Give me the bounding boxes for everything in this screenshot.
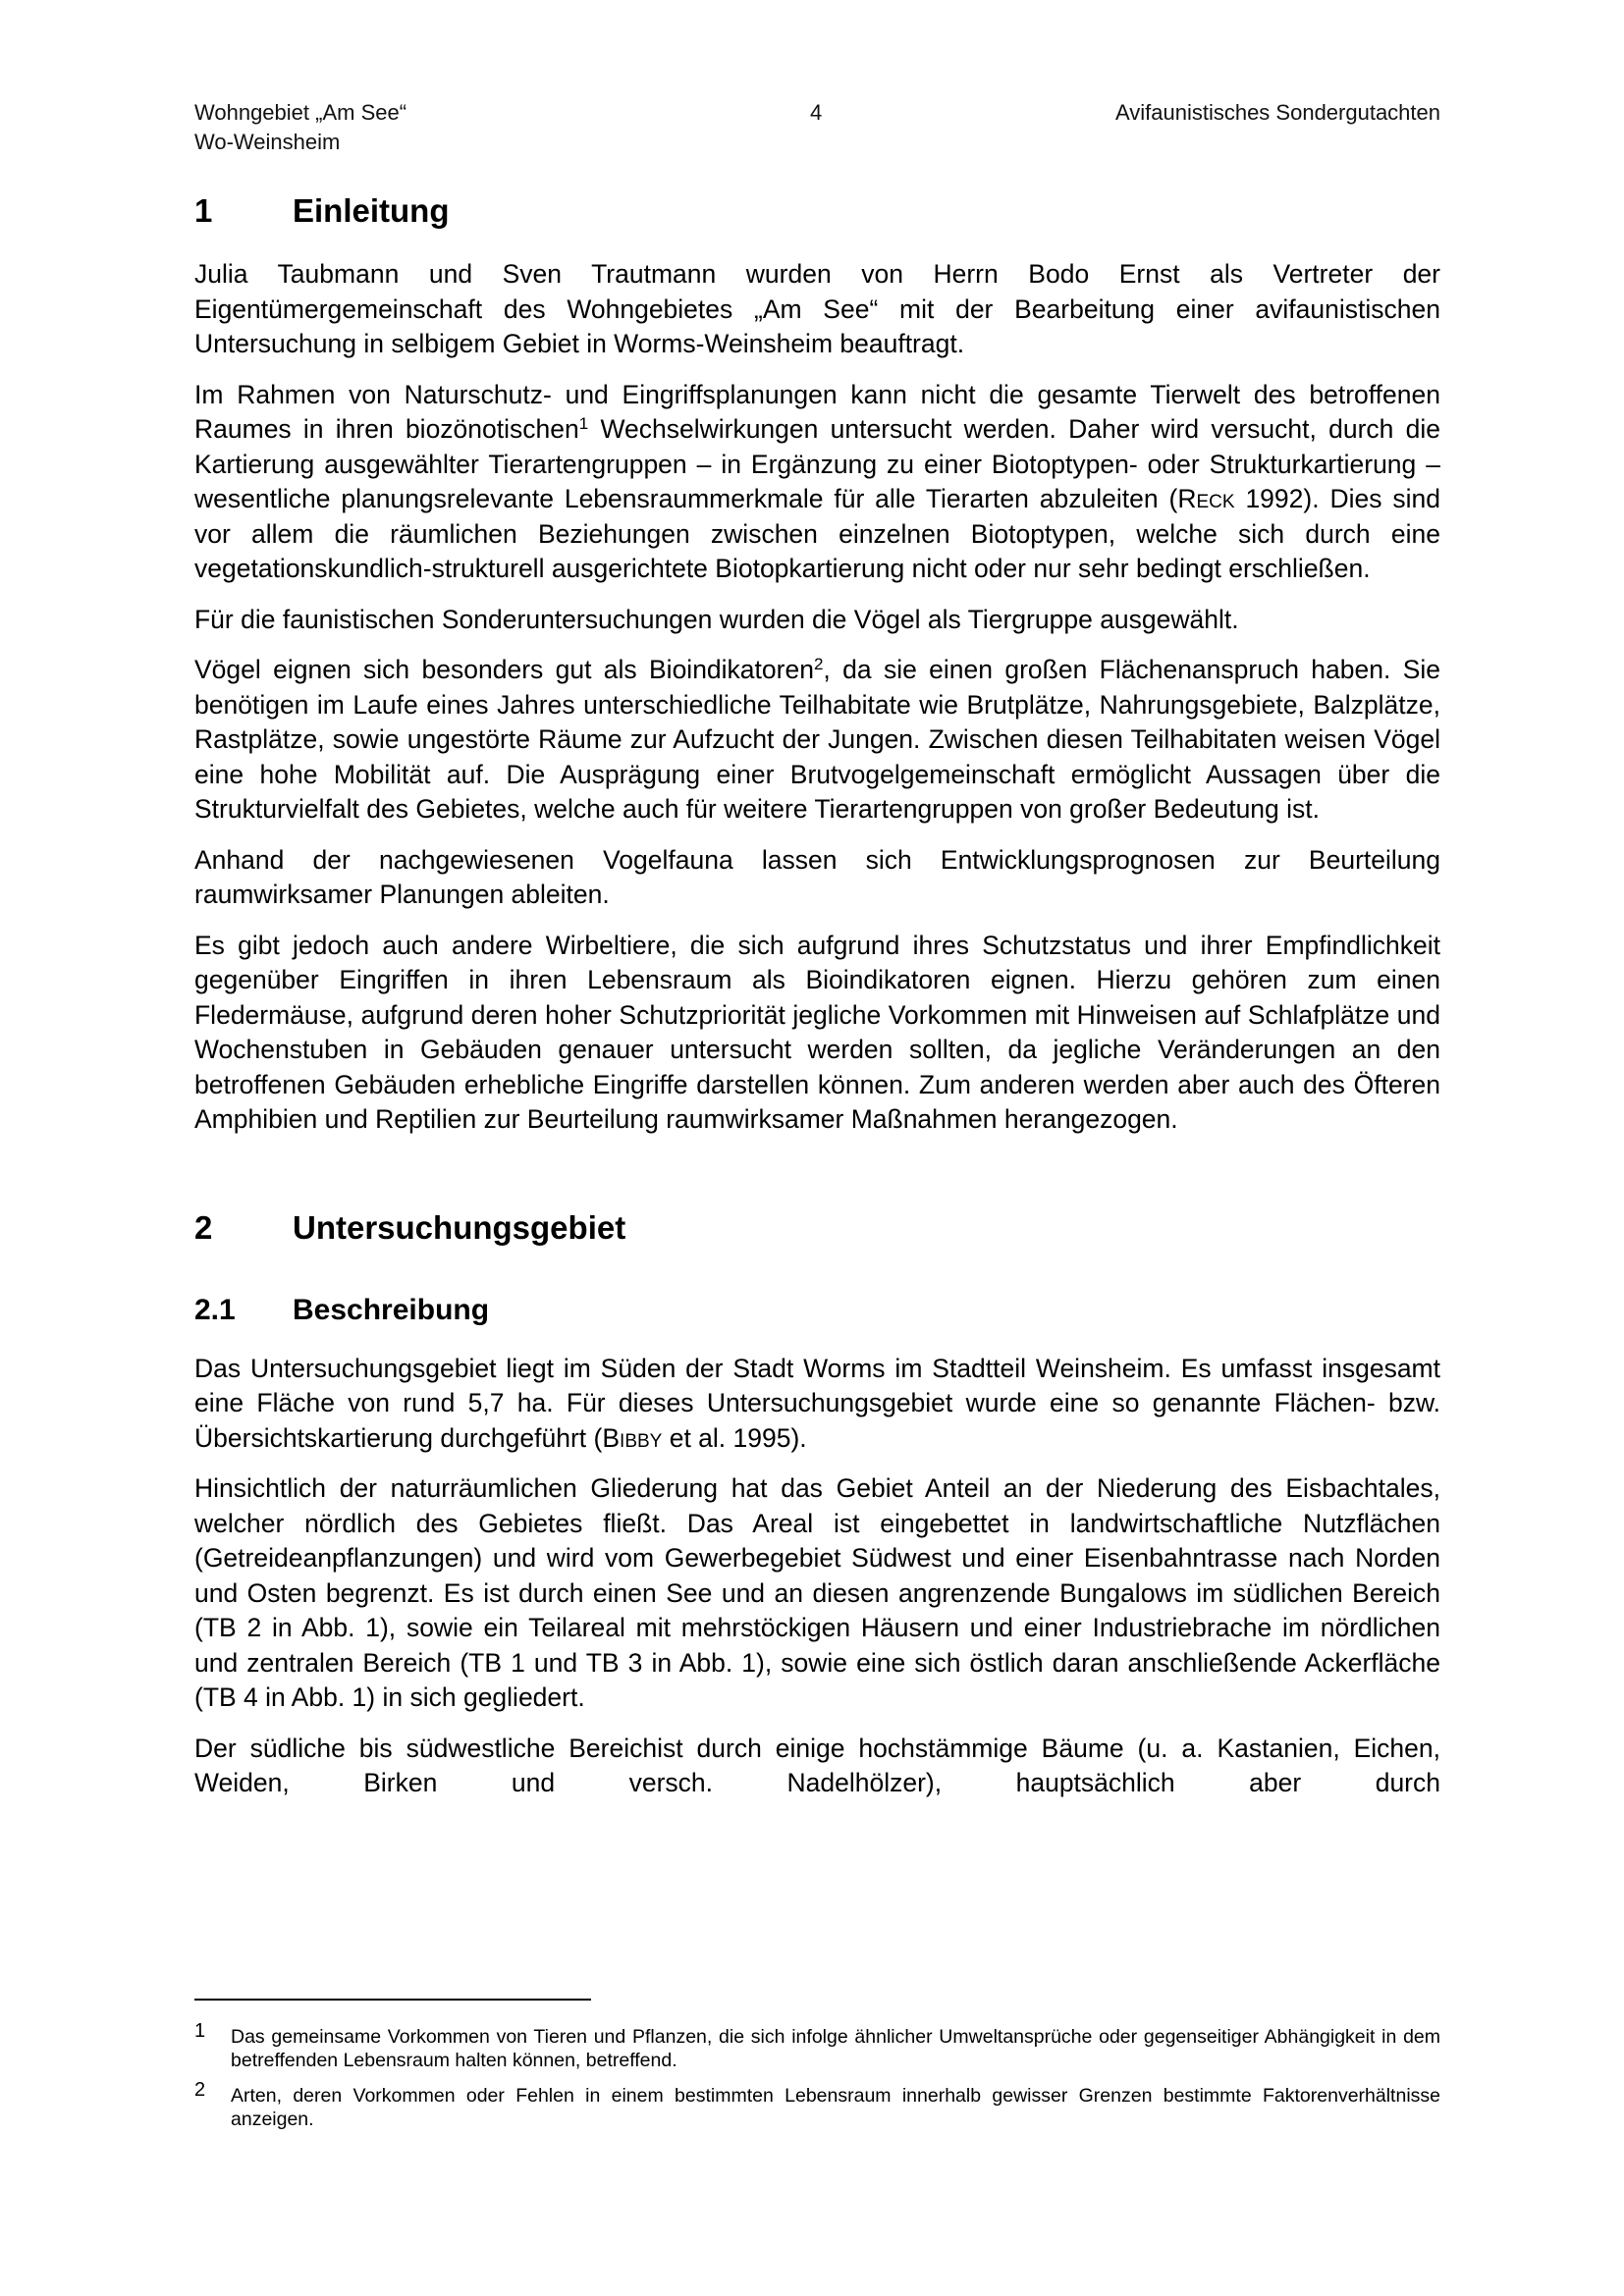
footnote-text: Das gemeinsame Vorkommen von Tieren und Pflanzen, die sich infolge ähnlicher Umweltansprüche oder gegenseitiger Abhängigkeit in dem betreffenden Lebensraum halten können, betreffend.	[231, 2026, 1440, 2071]
paragraph-text: Im Rahmen von Naturschutz- und Eingriffsplanungen kann nicht die gesamte Tierwelt des betroffenen Raumes in ihren biozönotischen	[194, 379, 1440, 444]
footnote-mark: 1	[194, 2020, 206, 2042]
paragraph	[194, 378, 1440, 587]
citation-author: Reck	[1177, 484, 1235, 513]
citation-author: Bibby	[602, 1422, 663, 1453]
paragraph-text: et al. 1995).	[662, 1422, 807, 1453]
footnote-ref-1[interactable]: 1	[578, 414, 589, 433]
paragraph-text: Für die faunistischen Sonderuntersuchungen wurden die Vögel als Tiergruppe ausgewählt.	[194, 604, 1239, 634]
paragraph-text: Hinsichtlich der naturräumlichen Gliederung hat das Gebiet Anteil an der Niederung des Eisbachtales, welcher nördlich des Gebietes fließt. Das Areal ist eingebettet in landwirtschaftliche Nutzflächen (Getreideanpflanzungen) und wird vom Gewerbegebiet Südwest und einer Eisenbahntrasse nach Norden und Osten begrenzt. Es ist durch einen See und an diesen angrenzende Bungalows im südlichen Bereich (TB 2 in Abb. 1), sowie ein Teilareal mit mehrstöckigen Häusern und einer Industriebrache im nördlichen und zentralen Bereich (TB 1 und TB 3 in Abb. 1), sowie eine sich östlich daran anschließende Ackerfläche (TB 4 in Abb. 1) in sich gegliedert.	[194, 1473, 1440, 1712]
section-heading-1	[194, 189, 1440, 233]
paragraph	[194, 653, 1440, 828]
footnote-1	[194, 2020, 1440, 2072]
header-document-title: Avifaunistisches Sondergutachten	[1114, 100, 1440, 125]
paragraph	[194, 1352, 1440, 1457]
footnote-mark: 2	[194, 2079, 206, 2101]
footnote-ref-2[interactable]: 2	[813, 655, 824, 673]
paragraph-text: , da sie einen großen Flächenanspruch haben. Sie benötigen im Laufe eines Jahres unterschiedliche Teilhabitate wie Brutplätze, Nahrungsgebiete, Balzplätze, Rastplätze, sowie ungestörte Räume zur Aufzucht der Jungen. Zwischen diesen Teilhabitaten weisen Vögel eine hohe Mobilität auf. Die Ausprägung einer Brutvogelgemeinschaft ermöglicht Aussagen über die Strukturvielfalt des Gebietes, welche auch für weitere Tierartengruppen von großer Bedeutung ist.	[194, 655, 1440, 824]
paragraph-text: Wechselwirkungen untersucht werden. Daher wird versucht, durch die Kartierung ausgewählter Tierartengruppen – in Ergänzung zu einer Biotoptypen- oder Strukturkartierung – wesentliche planungsrelevante Lebensraummerkmale für alle Tierarten abzuleiten (	[194, 414, 1441, 513]
paragraph-text: Der südliche bis südwestliche Bereichist durch einige hochstämmige Bäume (u. a. Kastanien, Eichen, Weiden, Birken und versch. Nadelhölzer), hauptsächlich aber durch	[194, 1733, 1440, 1797]
subsection-heading-2-1	[194, 1291, 1440, 1330]
paragraph	[194, 257, 1440, 362]
footnote-2	[194, 2079, 1440, 2131]
header-project-title: Wohngebiet „Am See“	[194, 100, 407, 125]
section-title: Untersuchungsgebiet	[293, 1208, 626, 1246]
paragraph-text: Vögel eignen sich besonders gut als Bioindikatoren	[194, 655, 814, 684]
page-number: 4	[810, 100, 823, 125]
paragraph-text: Anhand der nachgewiesenen Vogelfauna lassen sich Entwicklungsprognosen zur Beurteilung raumwirksamer Planungen ableiten.	[194, 844, 1440, 909]
footnotes	[194, 2020, 1440, 2143]
footnote-separator	[194, 1999, 591, 2001]
section-heading-2	[194, 1206, 1440, 1250]
paragraph	[194, 843, 1440, 913]
subsection-number: 2.1	[194, 1293, 236, 1326]
paragraph	[194, 929, 1440, 1138]
paragraph	[194, 1732, 1440, 1801]
paragraph	[194, 1471, 1440, 1716]
section-number: 1	[194, 192, 213, 229]
paragraph-text: Julia Taubmann und Sven Trautmann wurden von Herrn Bodo Ernst als Vertreter der Eigentümergemeinschaft des Wohngebietes „Am See“ mit der Bearbeitung einer avifaunistischen Untersuchung in selbigem Gebiet in Worms-Weinsheim beauftragt.	[194, 259, 1440, 358]
paragraph-text: 1992). Dies sind vor allem die räumlichen Beziehungen zwischen einzelnen Biotoptypen, welche sich durch eine vegetationskundlich-strukturell ausgerichtete Biotopkartierung nicht oder nur sehr bedingt erschließen.	[194, 484, 1440, 583]
paragraph	[194, 603, 1440, 638]
header-location: Wo-Weinsheim	[194, 130, 341, 154]
paragraph-text: Das Untersuchungsgebiet liegt im Süden der Stadt Worms im Stadtteil Weinsheim. Es umfasst insgesamt eine Fläche von rund 5,7 ha. Für dieses Untersuchungsgebiet wurde eine so genannte Flächen- bzw. Übersichtskartierung durchgeführt (	[194, 1353, 1440, 1453]
paragraph-text: Es gibt jedoch auch andere Wirbeltiere, die sich aufgrund ihres Schutzstatus und ihrer Empfindlichkeit gegenüber Eingriffen in ihren Lebensraum als Bioindikatoren eignen. Hierzu gehören zum einen Fledermäuse, aufgrund deren hoher Schutzpriorität jegliche Vorkommen mit Hinweisen auf Schlafplätze und Wochenstuben in Gebäuden genauer untersucht werden sollten, da jegliche Veränderungen an den betroffenen Gebäuden erhebliche Eingriffe darstellen können. Zum anderen werden aber auch des Öfteren Amphibien und Reptilien zur Beurteilung raumwirksamer Maßnahmen herangezogen.	[194, 930, 1440, 1134]
page-body	[194, 189, 1440, 1817]
section-number: 2	[194, 1208, 213, 1246]
subsection-title: Beschreibung	[293, 1293, 490, 1326]
section-title: Einleitung	[293, 192, 450, 229]
footnote-text: Arten, deren Vorkommen oder Fehlen in einem bestimmten Lebensraum innerhalb gewisser Grenzen bestimmte Faktorenverhältnisse anzeigen.	[231, 2085, 1440, 2130]
header-left	[194, 98, 406, 157]
